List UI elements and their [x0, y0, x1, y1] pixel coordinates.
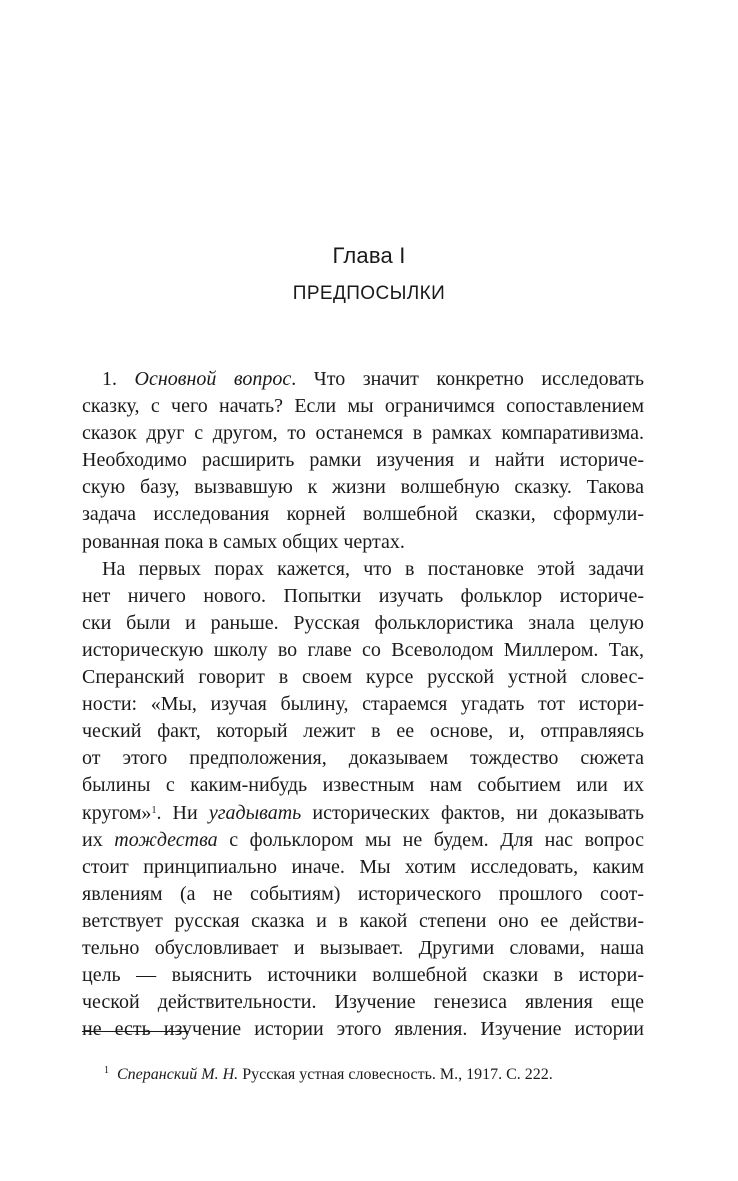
- chapter-number: Глава I: [332, 243, 406, 268]
- text-span: стоит принципиально иначе. Мы хотим исследовать, каким: [82, 855, 644, 878]
- italic-emphasis: тождества: [114, 828, 218, 851]
- footnote-marker: 1: [104, 1065, 109, 1076]
- text-line: [82, 881, 644, 908]
- text-span: их: [82, 828, 115, 851]
- text-span: цель — выяснить источники волшебной сказки в истори-: [82, 964, 644, 987]
- text-span: ческой действительности. Изучение генезиса явления еще: [82, 991, 644, 1014]
- text-line: [82, 1016, 644, 1043]
- text-span: не есть изучение истории этого явления. Изучение истории: [82, 1018, 644, 1041]
- italic-emphasis: угадывать: [208, 801, 302, 824]
- text-span: исторических фактов, ни доказывать: [301, 801, 644, 824]
- text-line: [82, 827, 644, 854]
- footnote-rule: [82, 1031, 188, 1032]
- text-line: [82, 772, 644, 799]
- text-line: [82, 583, 644, 610]
- text-span: ски были и раньше. Русская фольклористика знала целую: [82, 611, 644, 634]
- text-line: [82, 610, 644, 637]
- text-span: Необходимо расширить рамки изучения и найти историче-: [82, 449, 644, 472]
- text-span: от этого предположения, доказываем тождество сюжета: [82, 747, 644, 770]
- text-line: [82, 447, 644, 474]
- text-line: [82, 556, 644, 583]
- text-span: ности: «Мы, изучая былину, стараемся угадать тот истори-: [82, 693, 644, 716]
- text-span: явлениям (а не событиям) исторического прошлого соот-: [82, 882, 644, 905]
- text-span: рованная пока в самых общих чертах.: [82, 530, 405, 553]
- text-span: . Ни: [156, 801, 209, 824]
- text-span: с фольклором мы не будем. Для нас вопрос: [217, 828, 644, 851]
- text-line: [82, 745, 644, 772]
- text-line: [82, 501, 644, 528]
- italic-emphasis: Основной вопрос: [134, 368, 292, 390]
- text-line: [82, 420, 644, 447]
- text-line: [82, 962, 644, 989]
- footnote-author: Сперанский М. Н.: [117, 1066, 239, 1083]
- text-line: [82, 854, 644, 881]
- footnote-reference: 1: [151, 804, 157, 816]
- text-line: [82, 637, 644, 664]
- text-span: скую базу, вызвавшую к жизни волшебную сказку. Такова: [82, 476, 644, 499]
- text-span: ческий факт, который лежит в ее основе, и, отправляясь: [82, 720, 644, 743]
- text-span: нет ничего нового. Попытки изучать фольклор историче-: [82, 584, 644, 607]
- text-line: [82, 664, 644, 691]
- text-line: [82, 935, 644, 962]
- text-line: [82, 393, 644, 420]
- text-span: На первых порах кажется, что в постановке этой задачи: [102, 557, 644, 580]
- text-line: [82, 474, 644, 501]
- text-span: 1.: [102, 368, 135, 390]
- text-span: ветствует русская сказка и в какой степени оно ее действи-: [82, 909, 644, 932]
- text-span: сказок друг с другом, то останемся в рамках компаративизма.: [82, 422, 644, 445]
- text-line: [82, 366, 644, 393]
- text-span: тельно обусловливает и вызывает. Другими словами, наша: [82, 936, 644, 959]
- text-span: кругом»: [82, 801, 152, 824]
- text-line: [82, 529, 644, 556]
- text-span: былины с каким-нибудь известным нам событием или их: [82, 774, 644, 797]
- text-span: Сперанский говорит в своем курсе русской устной словес-: [82, 666, 644, 689]
- text-line: [82, 718, 644, 745]
- footnote: [104, 1064, 553, 1086]
- text-line: [82, 908, 644, 935]
- text-span: сказку, с чего начать? Если мы ограничимся сопоставлением: [82, 395, 644, 418]
- text-line: [82, 800, 644, 827]
- text-line: [82, 691, 644, 718]
- chapter-title: ПРЕДПОСЫЛКИ: [292, 283, 446, 304]
- text-span: задача исследования корней волшебной сказки, сформули-: [82, 503, 644, 526]
- text-line: [82, 989, 644, 1016]
- footnote-text: Русская устная словесность. М., 1917. С. 222.: [238, 1066, 553, 1083]
- text-span: историческую школу во главе со Всеволодом Миллером. Так,: [82, 638, 644, 661]
- body-text: [82, 366, 644, 1043]
- text-span: . Что значит конкретно исследовать: [291, 368, 645, 390]
